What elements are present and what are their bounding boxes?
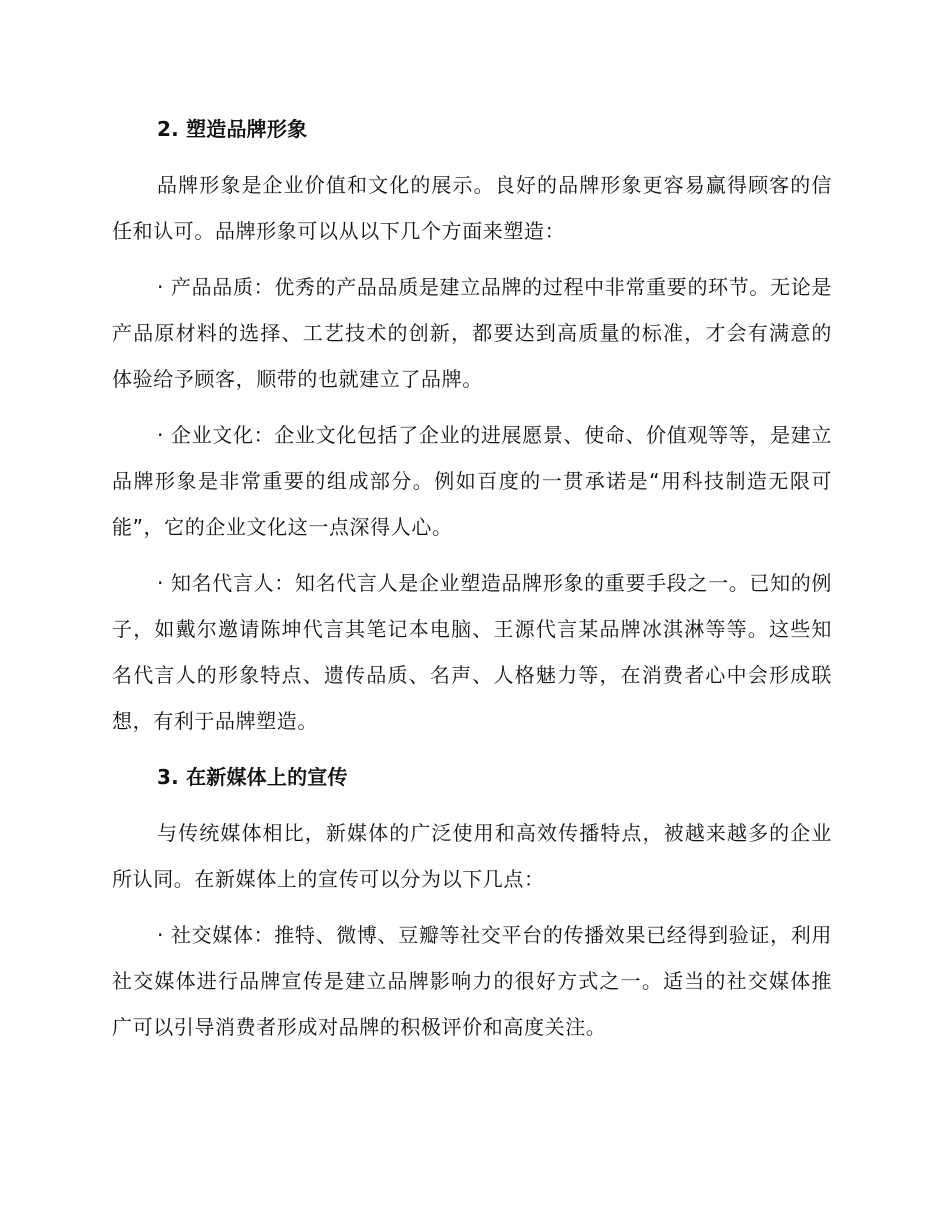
section-heading-brand-image: 2. 塑造品牌形象: [157, 117, 308, 141]
point-corporate-culture: · 企业文化：企业文化包括了企业的进展愿景、使命、价值观等等，是建立品牌形象是非常重要的组成部分。例如百度的一贯承诺是“用科技制造无限可能”，它的企业文化这一点深得人心。: [112, 423, 832, 539]
point-celebrity-endorser: · 知名代言人：知名代言人是企业塑造品牌形象的重要手段之一。已知的例子，如戴尔邀请陈坤代言其笔记本电脑、王源代言某品牌冰淇淋等等。这些知名代言人的形象特点、遗传品质、名声、人格魅力等，在消费者心中会形成联想，有利于品牌塑造。: [112, 571, 832, 733]
section-intro-brand-image: 品牌形象是企业价值和文化的展示。良好的品牌形象更容易赢得顾客的信任和认可。品牌形象可以从以下几个方面来塑造：: [112, 173, 832, 243]
point-product-quality: · 产品品质：优秀的产品品质是建立品牌的过程中非常重要的环节。无论是产品原材料的选择、工艺技术的创新，都要达到高质量的标准，才会有满意的体验给予顾客，顺带的也就建立了品牌。: [112, 275, 832, 391]
section-intro-new-media: 与传统媒体相比，新媒体的广泛使用和高效传播特点，被越来越多的企业所认同。在新媒体上的宣传可以分为以下几点：: [112, 821, 832, 891]
point-social-media: · 社交媒体：推特、微博、豆瓣等社交平台的传播效果已经得到验证，利用社交媒体进行品牌宣传是建立品牌影响力的很好方式之一。适当的社交媒体推广可以引导消费者形成对品牌的积极评价和高度关注。: [112, 923, 832, 1039]
document-body: [112, 106, 832, 1050]
section-heading-new-media: 3. 在新媒体上的宣传: [157, 765, 348, 789]
